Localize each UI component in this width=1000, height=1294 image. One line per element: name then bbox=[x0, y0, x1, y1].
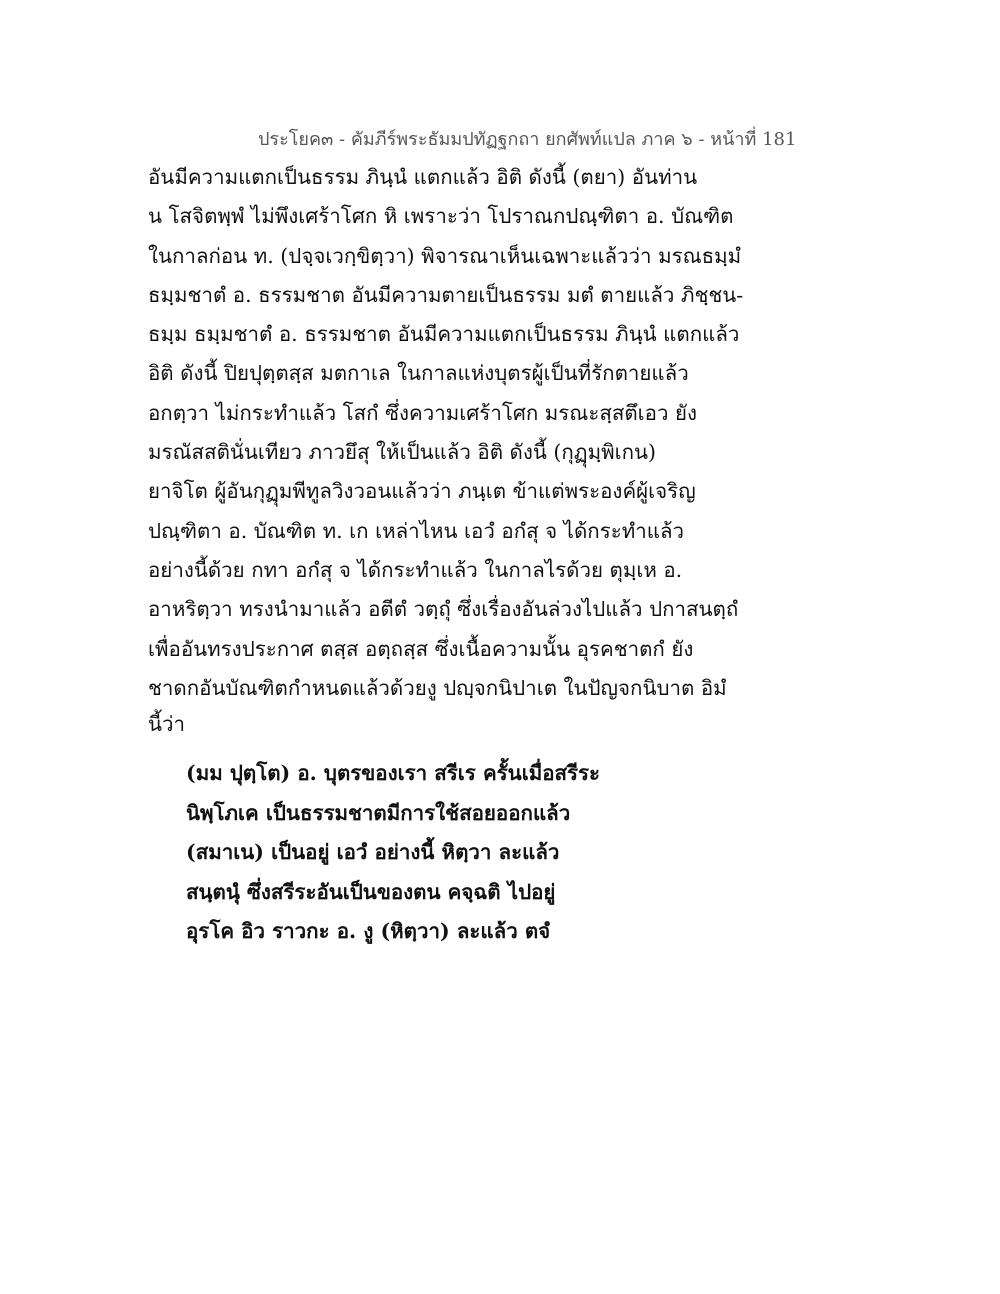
text-line: เพื่ออันทรงประกาศ ตสฺส อตฺถสฺส ซึ่งเนื้อความนั้น อุรคชาตกํ ยัง bbox=[148, 636, 694, 661]
text-line: ธมฺมชาตํ อ. ธรรมชาต อันมีความตายเป็นธรรม มตํ ตายแล้ว ภิชฺชน- bbox=[148, 282, 744, 307]
verse-line: สนฺตนุํ ซึ่งสรีระอันเป็นของตน คจฺฉติ ไปอยู่ bbox=[186, 879, 556, 904]
text-line: อันมีความแตกเป็นธรรม ภินฺนํ แตกแล้ว อิติ ดังนี้ (ตยา) อันท่าน bbox=[148, 165, 698, 189]
text-line: นี้ว่า bbox=[148, 712, 186, 737]
text-line: ในกาลก่อน ท. (ปจฺจเวกฺขิตฺวา) พิจารณาเห็นเฉพาะแล้วว่า มรณธมฺมํ bbox=[148, 243, 742, 268]
verse-block bbox=[186, 754, 706, 952]
text-line: ธมฺม ธมฺมชาตํ อ. ธรรมชาต อันมีความแตกเป็นธรรม ภินฺนํ แตกแล้ว bbox=[148, 322, 740, 347]
verse-line: (สมาเน) เป็นอยู่ เอวํ อย่างนี้ หิตฺวา ละแล้ว bbox=[186, 840, 560, 864]
verse-line: นิพฺโภเค เป็นธรรมชาตมีการใช้สอยออกแล้ว bbox=[186, 800, 571, 825]
text-line: อกตฺวา ไม่กระทำแล้ว โสกํ ซึ่งความเศร้าโศก มรณะสฺสตึเอว ยัง bbox=[148, 400, 698, 425]
text-line: มรณัสสตินั่นเทียว ภาวยึสุ ให้เป็นแล้ว อิติ ดังนี้ (กุฏุมฺพิเกน) bbox=[148, 440, 657, 465]
text-line: อิติ ดังนี้ ปิยปุตฺตสฺส มตกาเล ในกาลแห่งบุตรผู้เป็นที่รักตายแล้ว bbox=[148, 361, 689, 386]
body-text bbox=[148, 158, 748, 740]
text-line: ชาดกอันบัณฑิตกำหนดแล้วด้วยงู ปญฺจกนิปาเต ในปัญจกนิบาต อิมํ bbox=[148, 675, 727, 700]
text-line: ยาจิโต ผู้อันกุฏุมพีทูลวิงวอนแล้วว่า ภนฺเต ข้าแต่พระองค์ผู้เจริญ bbox=[148, 479, 696, 504]
text-line: น โสจิตพฺพํ ไม่พึงเศร้าโศก หิ เพราะว่า โปราณกปณฺฑิตา อ. บัณฑิต bbox=[148, 204, 734, 229]
verse-line: อุรโค อิว ราวกะ อ. งู (หิตฺวา) ละแล้ว ตจํ bbox=[186, 919, 551, 943]
text-line: อย่างนี้ด้วย กทา อกํสุ จ ได้กระทำแล้ว ในกาลไรด้วย ตุมฺเห อ. bbox=[148, 557, 683, 582]
text-line: อาหริตฺวา ทรงนำมาแล้ว อตีตํ วตฺถุํ ซึ่งเรื่องอันล่วงไปแล้ว ปกาสนตฺถํ bbox=[148, 597, 739, 622]
page-header: ประโยค๓ - คัมภีร์พระธัมมปทัฏฐกถา ยกศัพท์แปล ภาค ๖ - หน้าที่ 181 bbox=[258, 129, 797, 150]
verse-line: (มม ปุตฺโต) อ. บุตรของเรา สรีเร ครั้นเมื่อสรีระ bbox=[186, 761, 601, 785]
text-line: ปณฺฑิตา อ. บัณฑิต ท. เก เหล่าไหน เอวํ อกํสุ จ ได้กระทำแล้ว bbox=[148, 518, 685, 543]
